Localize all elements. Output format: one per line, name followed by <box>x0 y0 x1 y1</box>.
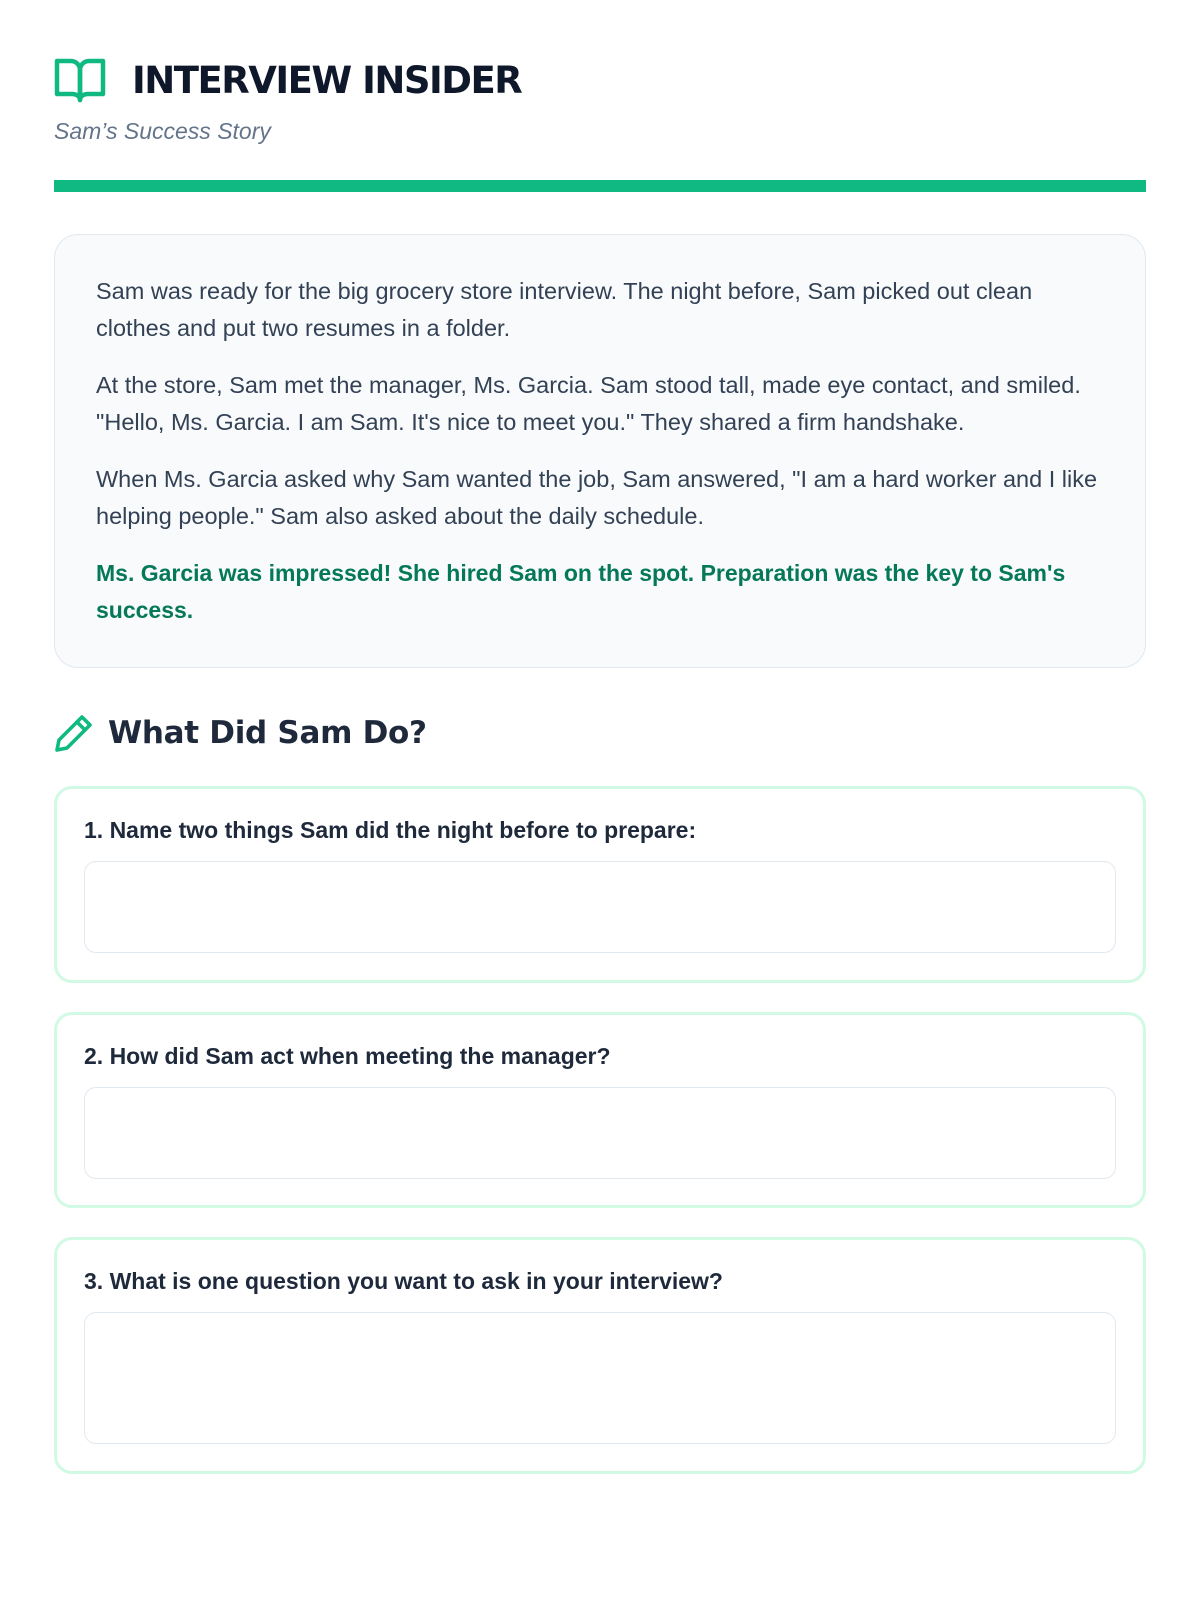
title-row <box>54 52 1146 108</box>
pencil-icon <box>54 713 94 753</box>
question-label: 2. How did Sam act when meeting the manager? <box>84 1043 611 1069</box>
question-label: 1. Name two things Sam did the night before to prepare: <box>84 817 697 843</box>
question-card <box>54 1012 1146 1208</box>
site-title: INTERVIEW INSIDER <box>132 58 522 102</box>
story-card <box>54 234 1146 668</box>
answer-input-2[interactable] <box>84 1087 1116 1179</box>
answer-input-3[interactable] <box>84 1312 1116 1444</box>
page-subtitle: Sam’s Success Story <box>54 118 271 144</box>
answer-input-1[interactable] <box>84 861 1116 953</box>
section-title: What Did Sam Do? <box>108 715 427 751</box>
story-conclusion: Ms. Garcia was impressed! She hired Sam on the spot. Preparation was the key to Sam's success. <box>96 560 1066 623</box>
question-card <box>54 786 1146 983</box>
story-paragraph: Sam was ready for the big grocery store interview. The night before, Sam picked out clean clothes and put two resumes in a folder. <box>96 278 1033 341</box>
question-card <box>54 1237 1146 1474</box>
page-header <box>54 0 1146 192</box>
question-label: 3. What is one question you want to ask in your interview? <box>84 1268 723 1294</box>
story-paragraph: When Ms. Garcia asked why Sam wanted the job, Sam answered, "I am a hard worker and I like helping people." Sam also asked about the daily schedule. <box>96 466 1098 529</box>
open-book-icon <box>54 56 106 104</box>
story-paragraph: At the store, Sam met the manager, Ms. Garcia. Sam stood tall, made eye contact, and smiled. "Hello, Ms. Garcia. I am Sam. It's nice to meet you." They shared a firm handshake. <box>96 372 1081 435</box>
accent-divider <box>54 180 1146 192</box>
questions-heading <box>54 712 1146 754</box>
